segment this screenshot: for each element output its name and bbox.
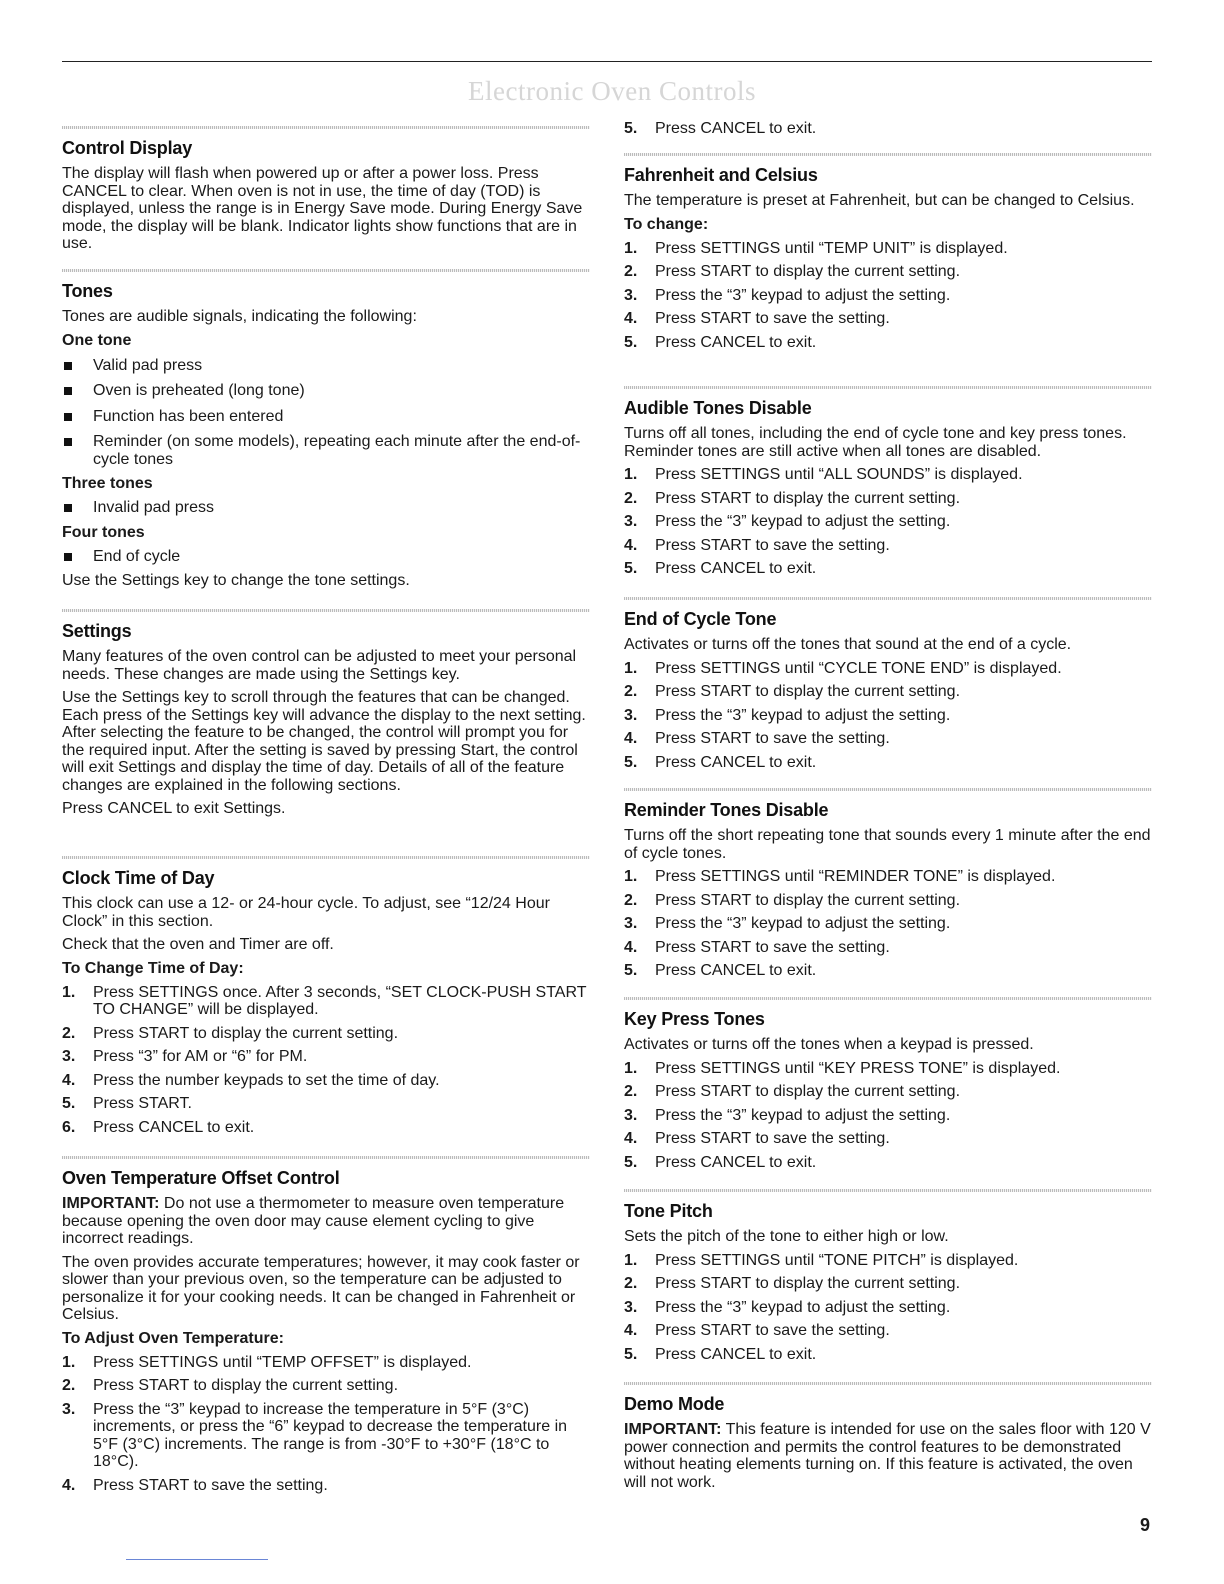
step-item [624,560,1152,578]
subheading: To Change Time of Day: [62,959,244,977]
step-number: 3. [624,286,638,304]
section-divider [62,609,590,612]
step-number: 1. [62,983,76,1001]
step-item [624,660,1152,678]
section-divider [624,1382,1152,1385]
step-text: Press SETTINGS until “TONE PITCH” is displayed. [655,1251,1019,1269]
section-reminder-tones [624,800,1152,980]
section-heading: Demo Mode [624,1394,725,1414]
top-rule [62,61,1152,62]
step-number: 2. [62,1024,76,1042]
important-label: IMPORTANT: [62,1195,160,1212]
section-heading: End of Cycle Tone [624,609,777,629]
subheading: To change: [624,215,709,233]
section-heading: Fahrenheit and Celsius [624,165,818,185]
step-number: 2. [624,1083,638,1100]
section-demo-mode [624,1394,1152,1491]
important-text: This feature is intended for use on the sales floor with 120 V power connection and permits the control features to be demonstrated without heating elements turning on. If this feature is activated, the oven will not work. [624,1421,1151,1491]
step-text: Press CANCEL to exit. [655,1345,817,1363]
step-item [624,240,1152,258]
section-heading: Key Press Tones [624,1009,765,1029]
step-item [624,868,1152,886]
paragraph: Activates or turns off the tones when a keypad is pressed. [624,1036,1034,1053]
step-number: 3. [62,1048,76,1065]
step-text: Press START to display the current setting. [655,1083,961,1100]
step-item [624,707,1152,725]
step-text: Press START. [93,1095,192,1112]
step-text: Press CANCEL to exit. [655,753,817,771]
paragraph: Turns off the short repeating tone that sounds every 1 minute after the end of cycle tones. [624,827,1151,862]
step-number: 5. [62,1095,76,1112]
bullet-item: Invalid pad press [62,499,590,517]
step-text: Press CANCEL to exit. [655,120,817,137]
step-number: 1. [624,659,638,677]
step-number: 1. [624,868,638,885]
step-item [62,1072,590,1090]
step-text: Press the “3” keypad to increase the temperature in 5°F (3°C) increments, or press the “6” keypad to decrease the temperature in 5°F (3°C) increments. The range is from -30°F to +30°F (18°C to 18°C). [93,1400,568,1470]
step-text: Press “3” for AM or “6” for PM. [93,1048,308,1065]
step-item [62,1119,590,1137]
section-audible-tones [624,398,1152,578]
subheading: Four tones [62,523,145,541]
step-text: Press START to save the setting. [655,938,890,956]
step-text: Press START to save the setting. [93,1476,328,1494]
step-number: 1. [624,1251,638,1269]
step-item [624,1060,1152,1078]
step-number: 3. [624,1106,638,1124]
paragraph: Check that the oven and Timer are off. [62,936,334,953]
step-number: 1. [624,1059,638,1077]
step-number: 5. [624,120,638,137]
step-item [624,537,1152,555]
step-item [624,1083,1152,1101]
step-number: 4. [62,1071,76,1089]
step-item [624,683,1152,701]
step-item [624,120,1152,138]
step-text: Press START to display the current setting. [655,891,961,909]
step-number: 2. [624,489,638,507]
step-text: Press SETTINGS once. After 3 seconds, “SET CLOCK-PUSH START TO CHANGE” will be displayed. [93,983,587,1018]
paragraph: Turns off all tones, including the end of cycle tone and key press tones. Reminder tones are still active when all tones are disabled. [624,425,1127,460]
step-item [62,1095,590,1113]
subheading: Three tones [62,475,153,492]
step-number: 4. [624,1322,638,1339]
paragraph: This clock can use a 12- or 24-hour cycle. To adjust, see “12/24 Hour Clock” in this section. [62,895,550,930]
section-temperature-offset [62,1168,590,1494]
section-divider [624,597,1152,600]
step-item [624,1322,1152,1340]
step-item [624,892,1152,910]
step-number: 3. [62,1400,76,1418]
step-item [624,466,1152,484]
step-number: 5. [624,1345,638,1363]
page-number: 9 [1140,1515,1151,1535]
step-text: Press SETTINGS until “TEMP OFFSET” is displayed. [93,1353,472,1371]
step-number: 3. [624,706,638,724]
step-number: 3. [624,915,638,932]
section-divider [624,788,1152,791]
step-number: 2. [624,263,638,280]
section-clock [62,868,590,1136]
step-item [62,1477,590,1495]
section-end-of-cycle [624,609,1152,771]
step-number: 4. [624,310,638,327]
paragraph: Use the Settings key to scroll through the features that can be changed. Each press of the Settings key will advance the display to the next setting. After selecting the feature to be changed, the control will prompt you for the required input. After the setting is saved by pressing Start, the control will exit Settings and display the time of day. Details of all of the feature changes are explained in the following sections. [62,689,586,794]
step-text: Press the “3” keypad to adjust the setting. [655,513,951,530]
step-item [62,1377,590,1395]
step-item [624,1130,1152,1148]
step-number: 3. [624,513,638,530]
step-text: Press START to save the setting. [655,310,890,327]
section-heading: Clock Time of Day [62,868,215,888]
bottom-link-line [126,1559,268,1560]
step-text: Press START to save the setting. [655,1322,890,1339]
important-label: IMPORTANT: [624,1421,722,1438]
step-item [624,962,1152,980]
step-number: 1. [62,1353,76,1371]
step-number: 2. [624,891,638,909]
step-item [624,1154,1152,1172]
paragraph: Use the Settings key to change the tone settings. [62,572,410,589]
step-number: 2. [624,1275,638,1292]
bullet-item: Function has been entered [62,408,590,426]
step-text: Press START to save the setting. [655,730,890,747]
step-text: Press SETTINGS until “ALL SOUNDS” is displayed. [655,466,1023,483]
section-heading: Settings [62,621,132,641]
subheading: One tone [62,331,132,349]
step-text: Press CANCEL to exit. [655,560,817,577]
section-tones [62,281,590,590]
step-item [624,939,1152,957]
section-tone-pitch [624,1201,1152,1363]
step-item [624,1346,1152,1364]
important-text: Do not use a thermometer to measure oven temperature because opening the oven door may cause element cycling to give incorrect readings. [62,1195,565,1247]
step-number: 1. [624,239,638,257]
step-text: Press the “3” keypad to adjust the setting. [655,286,951,304]
step-item [624,754,1152,772]
section-fahrenheit-celsius [624,165,1152,351]
step-text: Press START to display the current setting. [655,1275,961,1292]
paragraph: Sets the pitch of the tone to either high or low. [624,1228,949,1245]
paragraph: Tones are audible signals, indicating the following: [62,308,417,325]
step-text: Press the “3” keypad to adjust the setting. [655,1106,951,1124]
important-paragraph [624,1421,1152,1491]
paragraph: The display will flash when powered up or after a power loss. Press CANCEL to clear. When oven is not in use, the time of day (TOD) is displayed, unless the range is in Energy Save mode. During Energy Save mode, the display will be blank. Indicator lights show functions that are in use. [62,165,583,252]
step-item [624,263,1152,281]
paragraph: Many features of the oven control can be adjusted to meet your personal needs. These changes are made using the Settings key. [62,648,577,683]
step-item [62,1048,590,1066]
section-divider [62,1156,590,1159]
step-number: 5. [624,560,638,577]
section-heading: Audible Tones Disable [624,398,812,418]
step-item [624,1107,1152,1125]
step-text: Press START to save the setting. [655,536,890,554]
step-text: Press START to display the current setting. [93,1024,399,1042]
section-divider [624,1189,1152,1192]
step-item [624,287,1152,305]
step-number: 5. [624,962,638,979]
step-text: Press SETTINGS until “REMINDER TONE” is displayed. [655,868,1056,885]
step-text: Press SETTINGS until “KEY PRESS TONE” is displayed. [655,1059,1061,1077]
section-divider [62,269,590,272]
section-divider [62,126,590,129]
bullet-item: Reminder (on some models), repeating each minute after the end-of-cycle tones [62,433,590,468]
offset-continued [624,120,1152,138]
section-heading: Control Display [62,138,193,158]
step-number: 2. [624,683,638,700]
step-item [62,1025,590,1043]
section-control-display [62,138,590,253]
step-item [624,513,1152,531]
step-text: Press CANCEL to exit. [93,1118,255,1136]
step-text: Press START to save the setting. [655,1130,890,1147]
step-item [624,1252,1152,1270]
step-number: 5. [624,1153,638,1171]
step-item [624,730,1152,748]
section-divider [624,386,1152,389]
step-text: Press the “3” keypad to adjust the setting. [655,706,951,724]
step-number: 4. [624,938,638,956]
section-heading: Reminder Tones Disable [624,800,829,820]
step-item [624,490,1152,508]
bullet-item: End of cycle [62,548,590,566]
section-heading: Tone Pitch [624,1201,713,1221]
paragraph: The temperature is preset at Fahrenheit, but can be changed to Celsius. [624,192,1135,209]
step-item [624,1299,1152,1317]
paragraph: Activates or turns off the tones that sound at the end of a cycle. [624,636,1072,653]
bullet-item: Valid pad press [62,357,590,375]
section-heading: Tones [62,281,113,301]
step-number: 4. [624,730,638,747]
step-text: Press START to display the current setting. [655,489,961,507]
step-text: Press START to display the current setting. [655,683,961,700]
section-divider [624,997,1152,1000]
step-item [62,984,590,1019]
step-text: Press CANCEL to exit. [655,1153,817,1171]
bullet-item: Oven is preheated (long tone) [62,382,590,400]
important-paragraph [62,1195,590,1248]
step-number: 6. [62,1118,76,1136]
step-number: 1. [624,466,638,483]
step-number: 5. [624,753,638,771]
step-number: 4. [624,536,638,554]
step-item [62,1401,590,1471]
step-text: Press CANCEL to exit. [655,333,817,351]
step-text: Press CANCEL to exit. [655,962,817,979]
step-number: 3. [624,1298,638,1316]
section-settings [62,621,590,818]
paragraph: The oven provides accurate temperatures; however, it may cook faster or slower than your previous oven, so the temperature can be adjusted to personalize it for your cooking needs. It can be changed in Fahrenheit or Celsius. [62,1253,580,1323]
step-text: Press the “3” keypad to adjust the setting. [655,1298,951,1316]
section-divider [624,153,1152,156]
section-key-press-tones [624,1009,1152,1171]
step-text: Press START to display the current setting. [93,1377,399,1394]
step-item [62,1354,590,1372]
page-title: Electronic Oven Controls [468,76,756,106]
step-item [624,334,1152,352]
step-number: 4. [624,1130,638,1147]
paragraph: Press CANCEL to exit Settings. [62,800,286,817]
step-item [624,310,1152,328]
step-text: Press SETTINGS until “TEMP UNIT” is displayed. [655,239,1008,257]
step-item [624,1275,1152,1293]
section-heading: Oven Temperature Offset Control [62,1168,340,1188]
subheading: To Adjust Oven Temperature: [62,1329,284,1347]
step-text: Press SETTINGS until “CYCLE TONE END” is displayed. [655,659,1062,677]
step-text: Press START to display the current setting. [655,263,961,280]
section-divider [62,856,590,859]
step-item [624,915,1152,933]
step-text: Press the number keypads to set the time of day. [93,1071,440,1089]
step-number: 5. [624,333,638,351]
step-number: 2. [62,1377,76,1394]
step-number: 4. [62,1476,76,1494]
step-text: Press the “3” keypad to adjust the setting. [655,915,951,932]
